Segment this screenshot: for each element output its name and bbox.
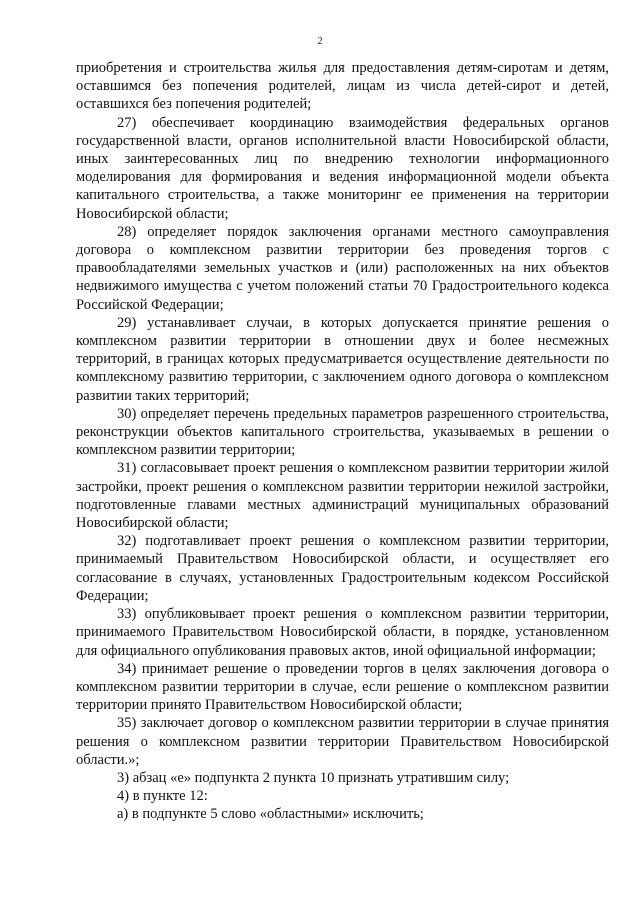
paragraph-item-33: 33) опубликовывает проект решения о комплексном развитии территории, принимаемого Правительством Новосибирской области, в порядке, установленном для официального опубликования правовых актов, иной официальной информации; bbox=[76, 606, 609, 659]
paragraph-item-28: 28) определяет порядок заключения органами местного самоуправления договора о комплексном развитии территории без проведения торгов с правообладателями земельных участков и (или) расположенных на них объектов недвижимого имущества с учетом положений статьи 70 Градостроительного кодекса Российской Федерации; bbox=[76, 223, 609, 313]
paragraph-item-29: 29) устанавливает случаи, в которых допускается принятие решения о комплексном развитии территории в отношении двух и более несмежных территорий, в границах которых предусматривается осуществление деятельности по комплексному развитию территории, с заключением одного договора о комплексном развитии таких территорий; bbox=[76, 314, 609, 404]
paragraph-item-32: 32) подготавливает проект решения о комплексном развитии территории, принимаемый Правительством Новосибирской области, и осуществляет его согласование в случаях, установленных Градостроительным кодексом Российской Федерации; bbox=[76, 533, 609, 604]
document-body bbox=[76, 59, 609, 824]
paragraph-item-27: 27) обеспечивает координацию взаимодействия федеральных органов государственной власти, органов исполнительной власти Новосибирской области, иных заинтересованных лиц по внедрению технологии информационного моделирования для формирования и ведения информационной модели объекта капитального строительства, а также мониторинг ее применения на территории Новосибирской области; bbox=[76, 114, 609, 222]
paragraph-amendment-4: 4) в пункте 12: bbox=[117, 788, 208, 805]
paragraph-item-30: 30) определяет перечень предельных параметров разрешенного строительства, реконструкции объектов капитального строительства, указываемых в решении о комплексном развитии территории; bbox=[76, 405, 609, 459]
paragraph-continuation: приобретения и строительства жилья для предоставления детям-сиротам и детям, оставшимся без попечения родителей, лицам из числа детей-сирот и детей, оставшихся без попечения родителей; bbox=[76, 60, 609, 113]
page-number: 2 bbox=[317, 36, 323, 47]
paragraph-item-31: 31) согласовывает проект решения о комплексном развитии территории жилой застройки, проект решения о комплексном развитии территории нежилой застройки, подготовленные главами местных администраций муниципальных образований Новосибирской области; bbox=[76, 460, 609, 532]
paragraph-amendment-3: 3) абзац «е» подпункта 2 пункта 10 признать утратившим силу; bbox=[117, 769, 510, 786]
paragraph-item-34: 34) принимает решение о проведении торгов в целях заключения договора о комплексном развитии территории в случае, если решение о комплексном развитии территории принято Правительством Новосибирской области; bbox=[76, 660, 609, 714]
paragraph-item-35: 35) заключает договор о комплексном развитии территории в случае принятия решения о комплексном развитии территории Правительством Новосибирской области.»; bbox=[76, 715, 609, 768]
paragraph-amendment-4a: а) в подпункте 5 слово «областными» исключить; bbox=[117, 806, 424, 823]
